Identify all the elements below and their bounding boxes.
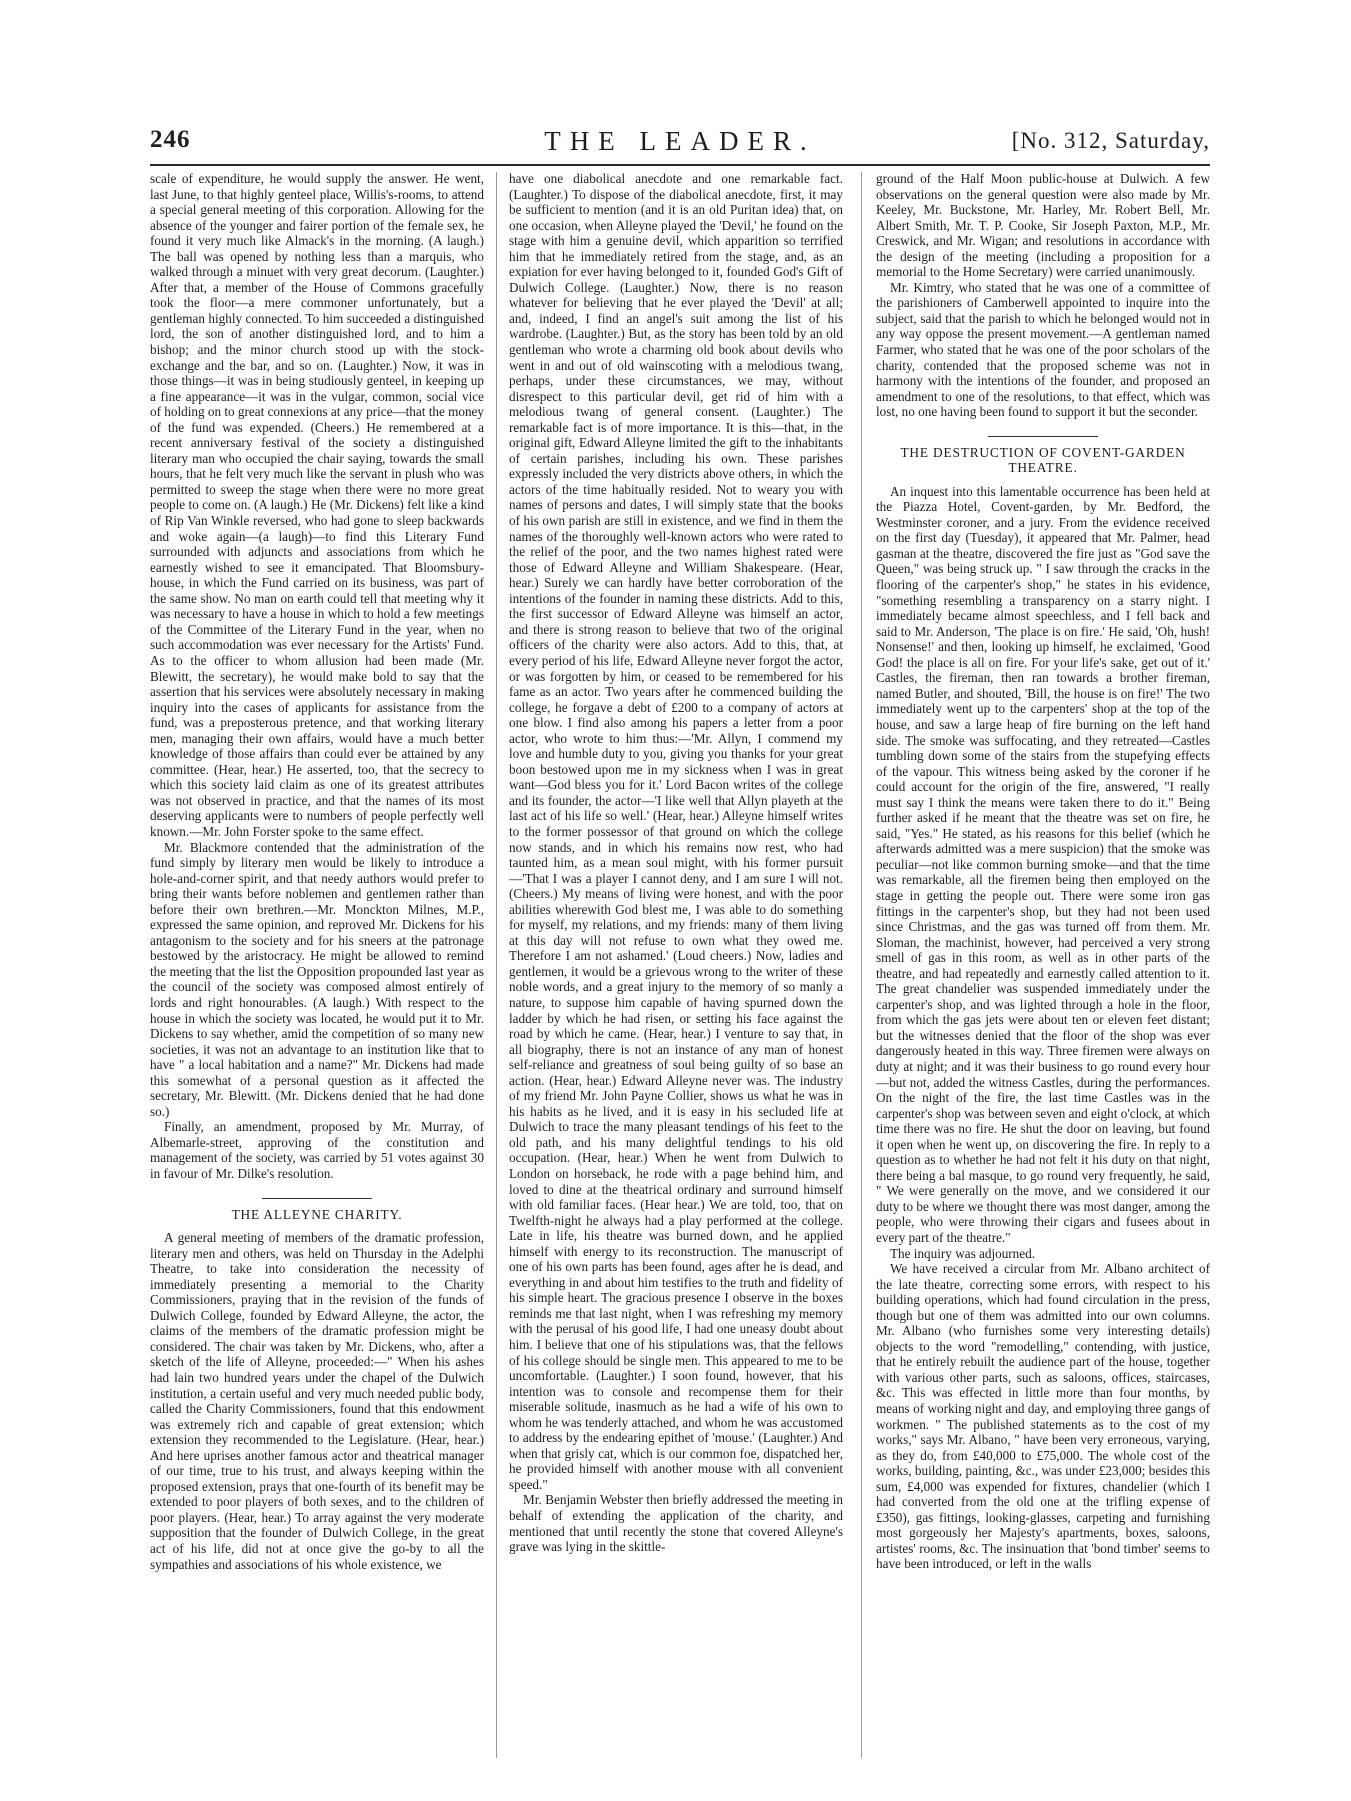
- column-divider: [496, 172, 497, 1758]
- article-paragraph: Mr. Kimtry, who stated that he was one of a committee of the parishioners of Camberwell appointed to inquire into the subject, said that the parish to which he belonged would not in any way oppose the present movement.—A gentleman named Farmer, who stated that he was one of the poor scholars of the charity, contended that the proposed scheme was not in harmony with the intentions of the founder, and proposed an amendment to one of the resolutions, to that effect, which was lost, no one having been found to support it but the seconder.: [876, 279, 1210, 420]
- masthead: [150, 126, 1210, 160]
- article-paragraph: Mr. Benjamin Webster then briefly addressed the meeting in behalf of extending the application of the charity, and mentioned that until recently the stone that covered Alleyne's grave was lying in the skittle-: [509, 1492, 843, 1555]
- column-divider: [861, 172, 862, 1758]
- article-paragraph: We have received a circular from Mr. Albano architect of the late theatre, correcting some errors, with respect to his building operations, which had found circulation in the press, though but one of them was admitted into our own columns. Mr. Albano (who furnishes some very interesting details) objects to the word "remodelling," contending, with justice, that he entirely rebuilt the audience part of the house, together with various other parts, such as saloons, offices, staircases, &c. This was effected in little more than four months, by means of working night and day, and employing three gangs of workmen. " The published statements as to the cost of my works," says Mr. Albano, " have been very erroneous, varying, as they do, from £40,000 to £75,000. The whole cost of the works, building, painting, &c., was under £23,000; besides this sum, £4,000 was expended for fixtures, chandelier (which I had converted from the old one at the trifling expense of £350), gas fittings, looking-glasses, carpeting and furnishing most gorgeously her Majesty's apartments, boxes, saloons, artistes' rooms, &c. The insinuation that 'bond timber' seems to have been introduced, or left in the walls: [876, 1261, 1210, 1572]
- section-heading-alleyne-charity: THE ALLEYNE CHARITY.: [231, 1206, 403, 1222]
- column-1: [150, 171, 484, 1572]
- article-paragraph: The inquiry was adjourned.: [890, 1245, 1036, 1261]
- article-paragraph: A general meeting of members of the dramatic profession, literary men and others, was held on Thursday in the Adelphi Theatre, to take into consideration the necessity of immediately presenting a memorial to the Charity Commissioners, praying that in the revision of the funds of Dulwich College, founded by Edward Alleyne, the actor, the claims of the members of the dramatic profession might be considered. The chair was taken by Mr. Dickens, who, after a sketch of the life of Alleyne, proceeded:—" When his ashes had lain two hundred years under the chapel of the Dulwich institution, a certain useful and very much needed public body, called the Charity Commissioners, found that this endowment was extremely rich and capable of great extension; which extension they recommended to the Legislature. (Hear, hear.) And here uprises another famous actor and theatrical manager of our time, true to his trust, and always keeping within the proposed extension, prays that one-fourth of its benefit may be extended to poor players of both sexes, and to the children of poor players. (Hear, hear.) To array against the very moderate supposition that the founder of Dulwich College, in the great act of his life, did not at once give the go-by to all the sympathies and associations of his whole existence, we: [150, 1230, 484, 1572]
- issue-number: [No. 312, Saturday,: [1011, 128, 1210, 153]
- article-paragraph: Finally, an amendment, proposed by Mr. Murray, of Albemarle-street, approving of the constitution and management of the society, was carried by 51 votes against 30 in favour of Mr. Dilke's resolution.: [150, 1119, 484, 1181]
- article-paragraph: An inquest into this lamentable occurrence has been held at the Piazza Hotel, Covent-garden, by Mr. Bedford, the Westminster coroner, and a jury. From the evidence received on the first day (Tuesday), it appeared that Mr. Palmer, head gasman at the theatre, discovered the fire just as "God save the Queen," was being struck up. " I saw through the cracks in the flooring of the carpenter's shop," he states in his evidence, "something resembling a transparency on a starry night. I immediately became almost speechless, and I fell back and said to Mr. Anderson, 'The place is on fire.' He said, 'Oh, hush! Nonsense!' and then, looking up himself, he exclaimed, 'Good God! the place is all on fire. For your life's sake, get out of it.' Castles, the fireman, then ran towards a brother fireman, named Butler, and shouted, 'Bill, the house is on fire!' The two immediately went up to the carpenters' shop at the top of the house, and saw a large heap of fire burning on the left hand side. The smoke was suffocating, and they retreated—Castles tumbling down some of the stairs from the stupefying effects of the vapour. This witness being asked by the coroner if he could account for the origin of the fire, answered, "I really must say I think the means were taken there to do it." Being further asked if he meant that the theatre was set on fire, he said, "Yes." He stated, as his reasons for this belief (which he afterwards admitted was a mere suspicion) that the smoke was peculiar—not like common burning smoke—and that the time was remarkable, all the firemen being then employed on the stage in getting the people out. There were some iron gas fittings in the carpenter's shop, but they had not been used since Christmas, and the gas was turned off from them. Mr. Sloman, the machinist, however, had perceived a very strong smell of gas in this room, as well as in other parts of the theatre, and had repeatedly and earnestly called attention to it. The great chandelier was suspended immediately under the carpenter's shop, and was lighted through a hole in the floor, from which the gas jets were about ten or eleven feet distant; but the witnesses denied that the floor of the shop was ever dangerously heated in this way. Three firemen were always on duty at night; and it was their business to go round every hour—but not, added the witness Castles, during the performances. On the night of the fire, the last time Castles was in the carpenter's shop was between seven and eight o'clock, at which time there was no fire. He shut the door on leaving, but found it open when he went up, on discovering the fire. In reply to a question as to whether he had not felt it his duty on that night, there being a bal masque, to go round very frequently, he said, " We were generally on the move, and we considered it our duty to be where we thought there was most danger, among the people, who were throwing their cigars and fusees about in every part of the theatre.": [876, 483, 1210, 1245]
- article-paragraph: Mr. Blackmore contended that the administration of the fund simply by literary men would be likely to introduce a hole-and-corner spirit, and that needy authors would prefer to bring their wants before noblemen and gentlemen rather than before their own brethren.—Mr. Monckton Milnes, M.P., expressed the same opinion, and reproved Mr. Dickens for his antagonism to the society and for his sneers at the patronage bestowed by the aristocracy. He might be allowed to remind the meeting that the list the Opposition propounded last year as the council of the society was composed almost entirely of lords and right honourables. (A laugh.) With respect to the house in which the society was located, he would put it to Mr. Dickens to say whether, amid the competition of so many new societies, it was not an advantage to an institution like that to have " a local habitation and a name?" Mr. Dickens had made this somewhat of a personal question as it affected the secretary, Mr. Blewitt. (Mr. Dickens denied that he had done so.): [150, 839, 484, 1119]
- article-paragraph: scale of expenditure, he would supply the answer. He went, last June, to that highly genteel place, Willis's-rooms, to attend a special general meeting of this corporation. Allowing for the absence of the younger and fairer portion of the female sex, he found it very much like Almack's in the morning. (A laugh.) The ball was opened by nothing less than a marquis, who walked through a minuet with very great decorum. (Laughter.) After that, a member of the House of Commons gracefully took the floor—a mere commoner unfortunately, but a gentleman highly connected. To him succeeded a distinguished lord, the son of another distinguished lord, and to him a bishop; and the minor church stood up with the stock-exchange and the bar, and so on. (Laughter.) Now, it was in those things—it was in being studiously genteel, in keeping up a fine appearance—it was in the vulgar, common, social vice of holding on to great connexions at any price—that the money of the fund was expended. (Cheers.) He remembered at a recent anniversary festival of the society a distinguished literary man who occupied the chair saying, towards the small hours, that he felt very much like the servant in plush who was permitted to sweep the stage when there were no more great people to come on. (A laugh.) He (Mr. Dickens) felt like a kind of Rip Van Winkle reversed, who had gone to sleep backwards and woke again—(a laugh)—to find this Literary Fund surrounded with adjuncts and associations from which he earnestly wished to see it emancipated. That Bloomsbury-house, in which the Fund carried on its business, was part of the same show. No man on earth could tell that meeting why it was necessary to have a house in which to hold a few meetings of the Committee of the Literary Fund in the year, when no such accommodation was ever necessary for the Artists' Fund. As to the officer to whom allusion had been made (Mr. Blewitt, the secretary), he would make bold to say that the assertion that his services were absolutely necessary in making inquiry into the cases of applicants for assistance from the fund, was a preposterous pretence, and that working literary men, managing their own affairs, would have a much better knowledge of those affairs than could ever be attained by any committee. (Hear, hear.) He asserted, too, that the secrecy to which this society laid claim as one of its greatest attributes was not observed in practice, and that the names of its most deserving applicants were to numbers of people perfectly well known.—Mr. John Forster spoke to the same effect.: [150, 171, 484, 839]
- article-paragraph: have one diabolical anecdote and one remarkable fact. (Laughter.) To dispose of the diabolical anecdote, first, it may be sufficient to mention (and it is an old Puritan idea) that, on one occasion, when Alleyne played the 'Devil,' he found on the stage with him a genuine devil, which apparition so terrified him that he immediately retired from the stage, and, as an expiation for ever having belonged to it, founded God's Gift of Dulwich College. (Laughter.) Now, there is no reason whatever for believing that he ever played the 'Devil' at all; and, indeed, I find an angel's suit among the list of his wardrobe. (Laughter.) But, as the story has been told by an old gentleman who wrote a charming old book about devils who went in and out of old wainscoting with a melodious twang, perhaps, under these circumstances, we may, without disrespect to this particular devil, get rid of him with a melodious twang of general consent. (Laughter.) The remarkable fact is of more importance. It is this—that, in the original gift, Edward Alleyne limited the gift to the inhabitants of certain parishes, including his own. These parishes expressly included the very districts above others, in which the actors of the time habitually resided. Not to weary you with names of persons and dates, I will simply state that the books of his own parish are still in existence, and we find in them the names of the thoroughly well-known actors who were rated to the relief of the poor, and the two names highest rated were those of Edward Alleyne and William Shakespeare. (Hear, hear.) Surely we can hardly have better corroboration of the intentions of the founder in naming these districts. Add to this, the first successor of Edward Alleyne was himself an actor, and there is strong reason to believe that two of the original officers of the charity were also actors. Add to this, that, at every period of his life, Edward Alleyne never forgot the actor, or was forgotten by him, or ceased to be remembered for his fame as an actor. Two years after he commenced building the college, he forgave a debt of £200 to a company of actors at one blow. I find also among his papers a letter from a poor actor, who wrote to him thus:—'Mr. Allyn, I commend my love and humble duty to you, giving you thanks for your great boon bestowed upon me in my sickness when I was in great want—God bless you for it.' Lord Bacon writes of the college and its founder, the actor—'I like well that Allyn playeth at the last act of his life so well.' (Hear, hear.) Alleyne himself writes to the former possessor of that ground on which the college now stands, and in which his remains now rest, who had taunted him, as a mean soul might, with his former pursuit—'That I was a player I cannot deny, and I am sure I will not. (Cheers.) My means of living were honest, and with the poor abilities wherewith God blest me, I was able to do something for myself, my relations, and my friends: many of them living at this day will not refuse to own what they owed me. Therefore I am not ashamed.' (Loud cheers.) Now, ladies and gentlemen, it would be a grievous wrong to the writer of these noble words, and a great injury to the memory of so manly a nature, to suppose him capable of having spurned down the ladder by which he had risen, or setting his face against the road by which he came. (Hear, hear.) I venture to say that, in all biography, there is not an instance of any man of honest self-reliance and greatness of soul being guilty of so base an action. (Hear, hear.) Edward Alleyne never was. The industry of my friend Mr. John Payne Collier, shows us what he was in his habits as he lived, and it is easy in his secluded life at Dulwich to trace the many pleasant tendings of his feet to the old path, and his many delightful tendings to his old occupation. (Hear, hear.) When he went from Dulwich to London on horseback, he rode with a page behind him, and loved to dine at the theatrical ordinary and surround himself with old familiar faces. (Hear hear.) We are told, too, that on Twelfth-night he always had a play performed at the college. Late in life, his theatre was burned down, and he applied himself with energy to its reconstruction. The manuscript of one of his own parts has been found, ages after he is dead, and everything in and about him testifies to the truth and fidelity of his simple heart. The gracious presence I observe in the boxes reminds me that last night, when I was refreshing my memory with the perusal of his good life, I had one uneasy doubt about him. I believe that one of his stipulations was, that the fellows of his college should be single men. This appeared to me to be uncomfortable. (Laughter.) I soon found, however, that his intention was to console and recompense them for their miserable solitude, inasmuch as he had a wife of his own to whom he was tenderly attached, and whom he was accustomed to address by the endearing epithet of 'mouse.' (Laughter.) And when that grisly cat, which is our common foe, dispatched her, he provided himself with another mouse with all convenient speed.": [509, 171, 843, 1492]
- section-heading-covent-garden: THE DESTRUCTION OF COVENT-GARDEN THEATRE.: [900, 444, 1186, 476]
- article-paragraph: ground of the Half Moon public-house at Dulwich. A few observations on the general question were also made by Mr. Keeley, Mr. Buckstone, Mr. Harley, Mr. Robert Bell, Mr. Albert Smith, Mr. T. P. Cooke, Sir Joseph Paxton, M.P., Mr. Creswick, and Mr. Wigan; and resolutions in accordance with the design of the meeting (including a proposition for a memorial to the Home Secretary) were carried unanimously.: [876, 171, 1210, 280]
- column-3: [876, 171, 1210, 1572]
- page-number: 246: [150, 126, 191, 153]
- column-2: [509, 171, 843, 1555]
- masthead-rule: [150, 164, 1210, 166]
- newspaper-title: THE LEADER.: [544, 126, 816, 156]
